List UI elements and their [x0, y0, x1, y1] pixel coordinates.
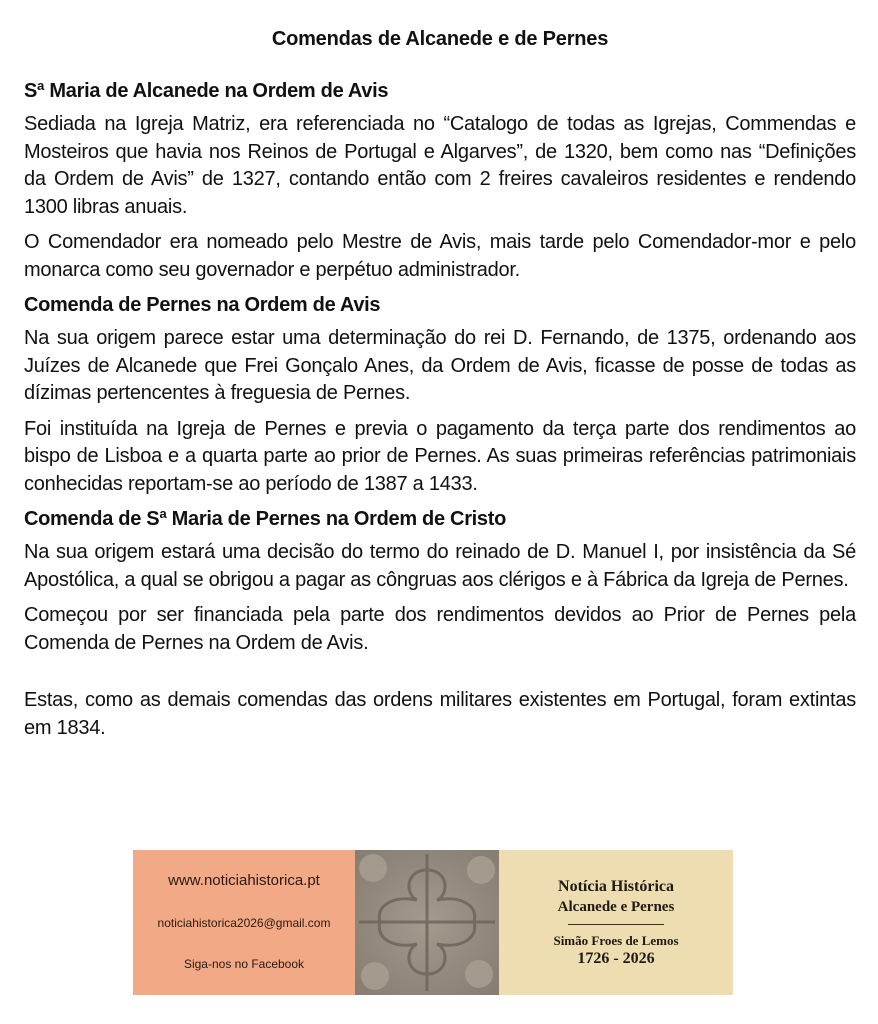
section-pernes-cristo [24, 506, 856, 657]
section-heading: Comenda de Sª Maria de Pernes na Ordem de Cristo [24, 508, 507, 530]
divider [568, 924, 664, 925]
facebook-link[interactable]: Siga-nos no Facebook [183, 957, 305, 971]
section-alcanede-avis [24, 78, 856, 284]
section-heading: Sª Maria de Alcanede na Ordem de Avis [24, 80, 389, 102]
years-range: 1726 - 2026 [577, 949, 655, 967]
website-link[interactable]: www.noticiahistorica.pt [168, 872, 320, 889]
contact-panel [133, 850, 355, 995]
section-pernes-avis [24, 292, 856, 498]
brand-subtitle: Alcanede e Pernes [557, 898, 675, 915]
paragraph: Foi instituída na Igreja de Pernes e previa o pagamento da terça parte dos rendimentos ao bispo de Lisboa e a quarta parte ao prior de Pernes. As suas primeiras referências patrimoniais conhecidas reportam-se ao período de 1387 a 1433. [24, 417, 856, 495]
section-heading: Comenda de Pernes na Ordem de Avis [24, 294, 381, 316]
brand-title: Notícia Histórica [558, 877, 674, 895]
closing-paragraph: Estas, como as demais comendas das ordens militares existentes em Portugal, foram extintas em 1834. [24, 689, 856, 739]
email-link[interactable]: noticiahistorica2026@gmail.com [157, 916, 331, 930]
page-title: Comendas de Alcanede e de Pernes [271, 28, 609, 50]
stone-cross-icon [355, 850, 499, 995]
brand-panel [499, 850, 733, 995]
author-name: Simão Froes de Lemos [553, 932, 679, 948]
footer-banner [133, 850, 733, 995]
paragraph: Na sua origem parece estar uma determinação do rei D. Fernando, de 1375, ordenando aos Juízes de Alcanede que Frei Gonçalo Anes, da Ordem de Avis, ficasse de posse de todas as dízimas pertencentes à freguesia de Pernes. [24, 327, 856, 404]
paragraph: Começou por ser financiada pela parte dos rendimentos devidos ao Prior de Pernes pela Comenda de Pernes na Ordem de Avis. [24, 604, 856, 654]
paragraph: Na sua origem estará uma decisão do termo do reinado de D. Manuel I, por insistência da Sé Apostólica, a qual se obrigou a pagar as côngruas aos clérigos e à Fábrica da Igreja de Pernes. [24, 541, 856, 591]
cross-of-avis-image [355, 850, 499, 995]
paragraph: Sediada na Igreja Matriz, era referenciada no “Catalogo de todas as Igrejas, Commendas e Mosteiros que havia nos Reinos de Portugal e Algarves”, de 1320, bem como nas “Definições da Ordem de Avis” de 1327, contando então com 2 freires cavaleiros residentes e rendendo 1300 libras anuais. [24, 113, 856, 218]
document-body [24, 78, 856, 750]
paragraph: O Comendador era nomeado pelo Mestre de Avis, mais tarde pelo Comendador-mor e pelo monarca como seu governador e perpétuo administrador. [24, 231, 856, 281]
